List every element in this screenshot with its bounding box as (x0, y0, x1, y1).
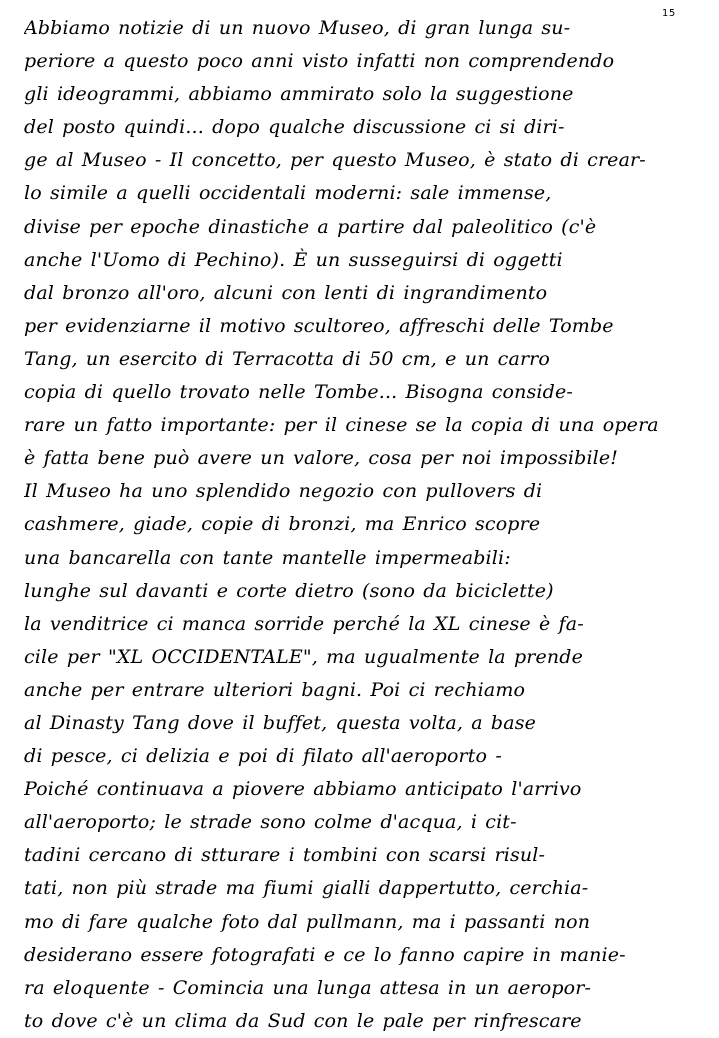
text-line: è fatta bene può avere un valore, cosa per noi impossibile! (24, 447, 619, 470)
text-line: Poiché continuava a piovere abbiamo anticipato l'arrivo (24, 778, 582, 801)
text-line: una bancarella con tante mantelle impermeabili: (24, 546, 511, 569)
text-line: di pesce, ci delizia e poi di filato all'aeroporto - (24, 745, 502, 768)
text-line: gli ideogrammi, abbiamo ammirato solo la suggestione (24, 83, 574, 106)
text-line: anche l'Uomo di Pechino). È un susseguirsi di oggetti (24, 248, 563, 271)
text-line: ge al Museo - Il concetto, per questo Museo, è stato di crear- (24, 149, 646, 172)
text-line: ra eloquente - Comincia una lunga attesa in un aeropor- (24, 976, 592, 999)
text-line: tadini cercano di stturare i tombini con scarsi risul- (24, 844, 546, 867)
text-line: Abbiamo notizie di un nuovo Museo, di gran lunga su- (24, 17, 571, 39)
handwritten-text-block (24, 12, 706, 1038)
text-line: tati, non più strade ma fiumi gialli dappertutto, cerchia- (24, 877, 589, 900)
text-line: Tang, un esercito di Terracotta di 50 cm, e un carro (24, 347, 551, 370)
text-line: periore a questo poco anni visto infatti non comprendendo (24, 50, 615, 73)
text-line: rare un fatto importante: per il cinese se la copia di una opera (24, 414, 659, 437)
text-line: dal bronzo all'oro, alcuni con lenti di ingrandimento (24, 281, 548, 304)
text-line: copia di quello trovato nelle Tombe... Bisogna conside- (24, 381, 573, 404)
text-line: anche per entrare ulteriori bagni. Poi ci rechiamo (24, 678, 526, 701)
page-number: 15 (662, 8, 676, 19)
text-line: cile per "XL OCCIDENTALE", ma ugualmente la prende (24, 645, 583, 668)
text-line: divise per epoche dinastiche a partire dal paleolitico (c'è (24, 215, 597, 238)
text-line: al Dinasty Tang dove il buffet, questa volta, a base (24, 711, 537, 734)
text-line: mo di fare qualche foto dal pullmann, ma i passanti non (24, 910, 591, 933)
text-line: lo simile a quelli occidentali moderni: sale immense, (24, 182, 552, 205)
text-line: desiderano essere fotografati e ce lo fanno capire in manie- (24, 943, 626, 966)
text-line: all'aeroporto; le strade sono colme d'acqua, i cit- (24, 811, 517, 834)
text-line: lunghe sul davanti e corte dietro (sono da biciclette) (24, 579, 554, 602)
text-line: per evidenziarne il motivo scultoreo, affreschi delle Tombe (24, 314, 614, 337)
text-line: cashmere, giade, copie di bronzi, ma Enrico scopre (24, 513, 541, 536)
text-line: la venditrice ci manca sorride perché la XL cinese è fa- (24, 612, 584, 635)
text-line: to dove c'è un clima da Sud con le pale per rinfrescare (24, 1009, 582, 1032)
text-line: Il Museo ha uno splendido negozio con pullovers di (24, 480, 543, 503)
text-line: del posto quindi... dopo qualche discussione ci si diri- (24, 116, 565, 139)
